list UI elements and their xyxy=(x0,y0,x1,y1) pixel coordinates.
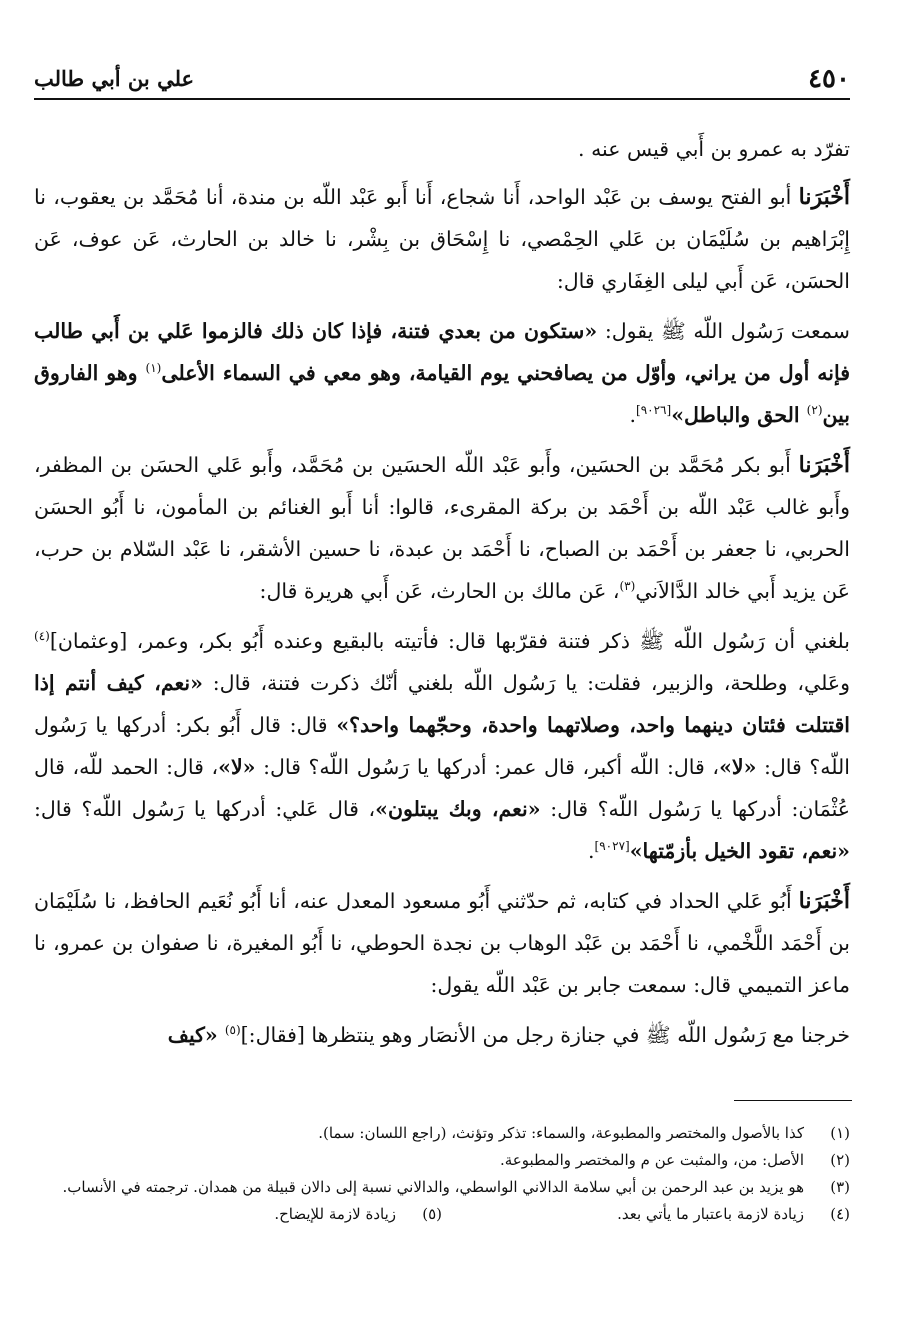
hadith-text: «لا» xyxy=(218,755,256,779)
running-title: علي بن أبي طالب xyxy=(34,66,195,91)
footnote-text: هو يزيد بن عبد الرحمن بن أبي سلامة الدالاني الواسطي، والدالاني نسبة إلى دالان قبيلة من همدان. ترجمته في الأنساب. xyxy=(62,1178,804,1196)
footnote-text: الأصل: من، والمثبت عن م والمختصر والمطبوعة. xyxy=(499,1151,804,1169)
footnote-marker: (٤) xyxy=(34,629,50,644)
hadith-text: وهو الفاروق بين xyxy=(34,361,850,427)
paragraph-6 xyxy=(34,880,850,1006)
page-number: ٤٥٠ xyxy=(808,64,850,94)
dialogue-text: ، قال: اللّه أكبر، قال عمر: أدركها يا رَسُول اللّه؟ قال: xyxy=(255,755,720,779)
hadith-text: «نعم، كيف أنتم إذا اقتتلت فئتان دينهما واحد، وصلاتهما واحدة، وحجّهما واحد؟» xyxy=(34,671,850,737)
footnote-number: (٢) xyxy=(830,1151,850,1169)
paragraph-4 xyxy=(34,444,850,612)
dialogue-text: ، قال عَلي: أدركها يا رَسُول اللّه؟ قال: xyxy=(34,797,376,821)
footnote-marker: (١) xyxy=(145,361,162,376)
hadith-text: «نعم، وبك يبتلون» xyxy=(375,797,541,821)
footnote-marker: (٥) xyxy=(224,1023,241,1038)
footnote-text: كذا بالأصول والمختصر والمطبوعة، والسماء: تذكر وتؤنث، (راجع اللسان: سما). xyxy=(318,1124,804,1142)
hadith-intro: وعَلي، وطلحة، والزبير، فقلت: يا رَسُول اللّه بلغني أنّك ذكرت فتنة، قال: xyxy=(202,671,850,695)
footnotes xyxy=(34,1120,850,1228)
hadith-text: «ستكون من بعدي فتنة، فإذا كان ذلك فالزموا عَلي بن أَبي طالب فإنه أول من يراني، وأوّل من يصافحني يوم القيامة، وهو معي في السماء الأعلى xyxy=(34,319,850,385)
hadith-number: [٩٠٢٦] xyxy=(636,403,672,418)
isnad-text: أبو الفتح يوسف بن عَبْد الواحد، أَنا شجاع، أَنا أَبو عَبْد اللّه بن مندة، أنا مُحَمَّد بن يعقوب، نا إِبْرَاهيم بن سُلَيْمَان بن عَلي الحِمْصي، نا إِسْحَاق بن بِشْر، نا خالد بن الحارث، عَن عوف، عَن الحسَن، عَن أَبي ليلى الغِفَاري قال: xyxy=(34,185,850,293)
footnote-row xyxy=(34,1201,850,1228)
hadith-intro: بلغني أن رَسُول اللّه ﷺ ذكر فتنة فقرّبها قال: فأتيته بالبقيع وعنده أَبُو بكر، وعمر، [وعثمان] xyxy=(49,629,850,653)
footnote-number: (١) xyxy=(830,1124,850,1142)
hadith-text: «كيف xyxy=(167,1023,225,1047)
footnote-number: (٣) xyxy=(830,1178,850,1196)
hadith-number: [٩٠٢٧] xyxy=(594,839,630,854)
footnote-2 xyxy=(34,1147,850,1174)
hadith-intro: خرجنا مع رَسُول اللّه ﷺ في جنازة رجل من الأنصَار وهو ينتظرها [فقال:] xyxy=(240,1023,850,1047)
akhbarana-keyword: أَخْبَرَنا xyxy=(798,888,850,914)
page-header xyxy=(34,62,850,100)
hadith-text: «لا» xyxy=(719,755,757,779)
main-text xyxy=(34,128,850,1064)
footnote-marker: (٢) xyxy=(806,403,823,418)
footnote-4 xyxy=(442,1201,850,1228)
akhbarana-keyword: أَخْبَرَنا xyxy=(798,452,850,478)
period: . xyxy=(588,839,595,863)
period: . xyxy=(629,403,637,427)
footnote-text: زيادة لازمة للإيضاح. xyxy=(274,1205,396,1223)
footnote-1 xyxy=(34,1120,850,1147)
hadith-text: «نعم، تقود الخيل بأزمّتها» xyxy=(629,839,850,863)
footnote-text: زيادة لازمة باعتبار ما يأتي بعد. xyxy=(617,1205,804,1223)
paragraph-2 xyxy=(34,176,850,302)
footnote-divider xyxy=(734,1100,852,1101)
dialogue-text: ، قال: الحمد للّه، قال عُثْمَان: أدركها يا رَسُول اللّه؟ قال: xyxy=(34,755,850,821)
isnad-text: أَبو بكر مُحَمَّد بن الحسَين، وأَبو عَبْد اللّه الحسَين بن مُحَمَّد، وأَبو عَلي الحسَن بن المظفر، وأَبو غالب عَبْد اللّه بن أَحْمَد بن بركة المقرىء، قالوا: أنا أَبو الغنائم بن المأمون، نا أَبُو الحسَن الحربي، نا جعفر بن أَحْمَد بن الصباح، نا أَحْمَد بن عبدة، نا حسين الأشقر، نا عَبْد السّلام بن حرب، عَن يزيد أَبي خالد الدَّالاَني xyxy=(34,453,850,603)
isnad-text: ، عَن مالك بن الحارث، عَن أَبي هريرة قال: xyxy=(259,579,620,603)
hadith-text: الحق والباطل» xyxy=(671,403,807,427)
paragraph-7 xyxy=(34,1014,850,1056)
paragraph-1: تفرّد به عمرو بن أَبي قيس عنه . xyxy=(578,137,850,161)
dialogue-text: قال: قال أَبُو بكر: أدركها يا رَسُول اللّه؟ قال: xyxy=(34,713,851,779)
footnote-number: (٥) xyxy=(422,1205,442,1223)
footnote-3 xyxy=(34,1174,850,1201)
paragraph-5 xyxy=(34,620,850,872)
akhbarana-keyword: أَخْبَرَنا xyxy=(798,184,850,210)
footnote-5 xyxy=(34,1201,442,1228)
isnad-text: أَبُو عَلي الحداد في كتابه، ثم حدّثني أَبُو مسعود المعدل عنه، أنا أَبُو نُعَيم الحافظ، نا سُلَيْمَان بن أَحْمَد اللَّخْمي، نا أَحْمَد بن عَبْد الوهاب بن نجدة الحوطي، نا أَبُو المغيرة، نا صفوان بن عمرو، نا ماعز التميمي قال: سمعت جابر بن عَبْد اللّه يقول: xyxy=(34,889,850,997)
paragraph-3 xyxy=(34,310,850,436)
footnote-number: (٤) xyxy=(830,1205,850,1223)
footnote-marker: (٣) xyxy=(619,579,636,594)
hadith-intro: سمعت رَسُول اللّه ﷺ يقول: xyxy=(597,319,850,343)
